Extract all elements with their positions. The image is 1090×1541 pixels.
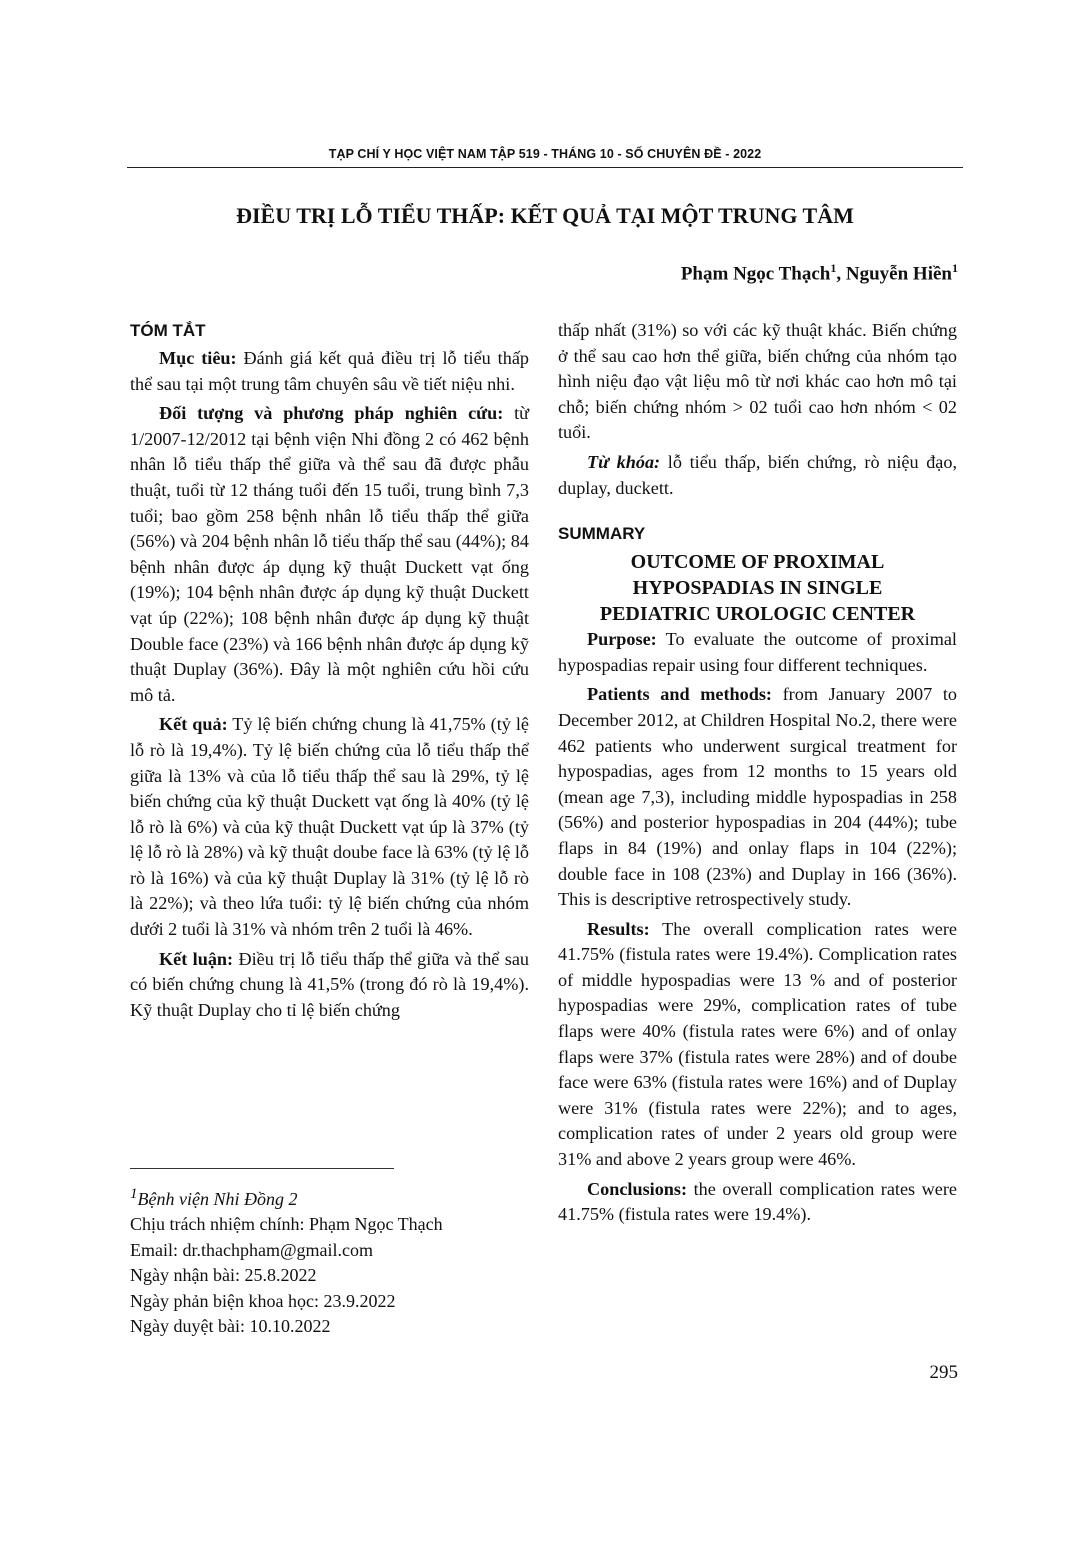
vi-keywords (558, 450, 957, 501)
page-number: 295 (929, 1362, 958, 1383)
vi-conclusion-label: Kết luận: (159, 948, 234, 969)
vi-methods-text: từ 1/2007-12/2012 tại bệnh viện Nhi đồng 2 có 462 bệnh nhân lỗ tiểu thấp thể giữa và thể sau đã được phẫu thuật, tuổi từ 12 tháng tuổi đến 15 tuổi, trung bình 7,3 tuổi; bao gồm 258 bệnh nhân lỗ tiểu thấp thể giữa (56%) và 204 bệnh nhân lỗ tiểu thấp thể sau (44%); 84 bệnh nhân được áp dụng kỹ thuật Duckett vạt ống (19%); 104 bệnh nhân được áp dụng kỹ thuật Duckett vạt úp (22%); 108 bệnh nhân được áp dụng kỹ thuật Double face (23%) và 166 bệnh nhân được áp dụng kỹ thuật Duplay (36%). Đây là một nghiên cứu hồi cứu mô tả. (130, 403, 529, 705)
vi-keywords-text: lỗ tiểu thấp, biến chứng, rò niệu đạo, duplay, duckett. (558, 451, 957, 498)
vi-results-label: Kết quả: (159, 714, 228, 735)
vi-objective-text: Đánh giá kết quả điều trị lỗ tiểu thấp thể sau tại một trung tâm chuyên sâu về tiết niệu nhi. (130, 348, 529, 394)
en-methods (558, 682, 957, 912)
en-methods-label: Patients and methods: (587, 684, 772, 705)
footnote-line: Chịu trách nhiệm chính: Phạm Ngọc Thạch (130, 1214, 443, 1235)
footnote-line: Ngày phản biện khoa học: 23.9.2022 (130, 1290, 396, 1311)
author-affiliation-sup: 1 (830, 261, 837, 275)
vi-results (130, 712, 529, 942)
author-name: Nguyễn Hiền (845, 263, 952, 285)
vi-conclusion (130, 947, 529, 1024)
left-column (130, 318, 529, 1023)
author-separator: , (836, 263, 846, 285)
footnote-line: Email: dr.thachpham@gmail.com (130, 1239, 374, 1260)
en-purpose (558, 627, 957, 678)
header-rule (127, 167, 963, 168)
footnote-line: Ngày nhận bài: 25.8.2022 (130, 1265, 317, 1286)
en-methods-text: from January 2007 to December 2012, at Children Hospital No.2, there were 462 patients who underwent surgical treatment for hypospadias, ages from 12 months to 15 years old (mean age 7,3), including middle hypospadias in 258 (56%) and posterior hypospadias in 204 (44%); tube flaps in 84 (19%) and onlay flaps in 104 (22%); double face in 108 (23%) and Duplay in 166 (36%). This is descriptive retrospectively study. (558, 684, 957, 910)
vi-objective-label: Mục tiêu: (159, 348, 237, 368)
vi-keywords-label: Từ khóa: (587, 451, 661, 472)
vi-abstract-heading: TÓM TẮT (130, 321, 206, 340)
footnote-rule (130, 1168, 394, 1169)
en-results-text: The overall complication rates were 41.75% (fistula rates were 19.4%). Complication rates of middle hypospadias were 13 % and of posterior hypospadias were 29%, complication rates of tube flaps were 40% (fistula rates were 6%) and of onlay flaps were 37% (fistula rates were 28%) and of doube face were 63% (fistula rates were 16%) and of Duplay were 31% (fistula rates were 22%); and to ages, complication rates of under 2 years old group were 31% and above 2 years group were 46%. (558, 918, 957, 1170)
footnote-affiliation-text: Bệnh viện Nhi Đồng 2 (137, 1189, 298, 1209)
en-purpose-label: Purpose: (587, 629, 657, 650)
en-results-label: Results: (587, 918, 650, 939)
author-name: Phạm Ngọc Thạch (680, 263, 831, 285)
en-conclusions-label: Conclusions: (587, 1178, 688, 1199)
author-affiliation-sup: 1 (952, 261, 958, 275)
footnotes (130, 1182, 443, 1339)
en-title (558, 549, 957, 627)
vi-objective (130, 346, 529, 397)
article-title: ĐIỀU TRỊ LỖ TIỂU THẤP: KẾT QUẢ TẠI MỘT TRUNG TÂM (236, 203, 854, 228)
en-abstract-heading: SUMMARY (558, 524, 646, 544)
en-title-line: HYPOSPADIAS IN SINGLE (632, 577, 883, 600)
author-list (681, 261, 958, 285)
en-conclusions (558, 1177, 957, 1228)
vi-results-text: Tỷ lệ biến chứng chung là 41,75% (tỷ lệ lỗ rò là 19,4%). Tỷ lệ biến chứng của lỗ tiểu thấp thể giữa là 13% và của lỗ tiểu thấp thể sau là 29%, tỷ lệ biến chứng của kỹ thuật Duckett vạt ống là 40% (tỷ lệ lỗ rò là 6%) và của kỹ thuật Duckett vạt úp là 37% (tỷ lệ lỗ rò là 28%) và kỹ thuật doube face là 63% (tỷ lệ lỗ rò là 16%) và của kỹ thuật Duplay là 31% (tỷ lệ lỗ rò là 22%); và theo lứa tuổi: tỷ lệ biến chứng của nhóm dưới 2 tuổi là 31% và nhóm trên 2 tuổi là 46%. (130, 714, 529, 940)
journal-header: TẠP CHÍ Y HỌC VIỆT NAM TẬP 519 - THÁNG 10 - SỐ CHUYÊN ĐỀ - 2022 (328, 147, 762, 161)
en-purpose-text: To evaluate the outcome of proximal hypospadias repair using four different techniques. (558, 629, 957, 675)
footnote-sup: 1 (130, 1186, 138, 1202)
right-column (558, 318, 957, 1228)
vi-methods-label: Đối tượng và phương pháp nghiên cứu: (159, 403, 504, 424)
en-results (558, 917, 957, 1173)
en-conclusions-text: the overall complication rates were 41.75% (fistula rates were 19.4%). (558, 1178, 957, 1225)
footnote-affiliation (130, 1182, 443, 1212)
vi-methods (130, 401, 529, 708)
vi-conclusion-text: Điều trị lỗ tiểu thấp thể giữa và thể sau có biến chứng chung là 41,5% (trong đó rò là 19,4%). Kỹ thuật Duplay cho tỉ lệ biến chứng (130, 948, 529, 1020)
vi-conclusion-continued: thấp nhất (31%) so với các kỹ thuật khác. Biến chứng ở thể sau cao hơn thể giữa, biến chứng của nhóm tạo hình niệu đạo vật liệu mô từ nơi khác cao hơn mô tại chỗ; biến chứng nhóm > 02 tuổi cao hơn nhóm < 02 tuổi. (558, 320, 957, 443)
en-title-line: PEDIATRIC UROLOGIC CENTER (599, 603, 916, 626)
en-title-line: OUTCOME OF PROXIMAL (630, 551, 885, 574)
footnote-line: Ngày duyệt bài: 10.10.2022 (130, 1316, 331, 1337)
